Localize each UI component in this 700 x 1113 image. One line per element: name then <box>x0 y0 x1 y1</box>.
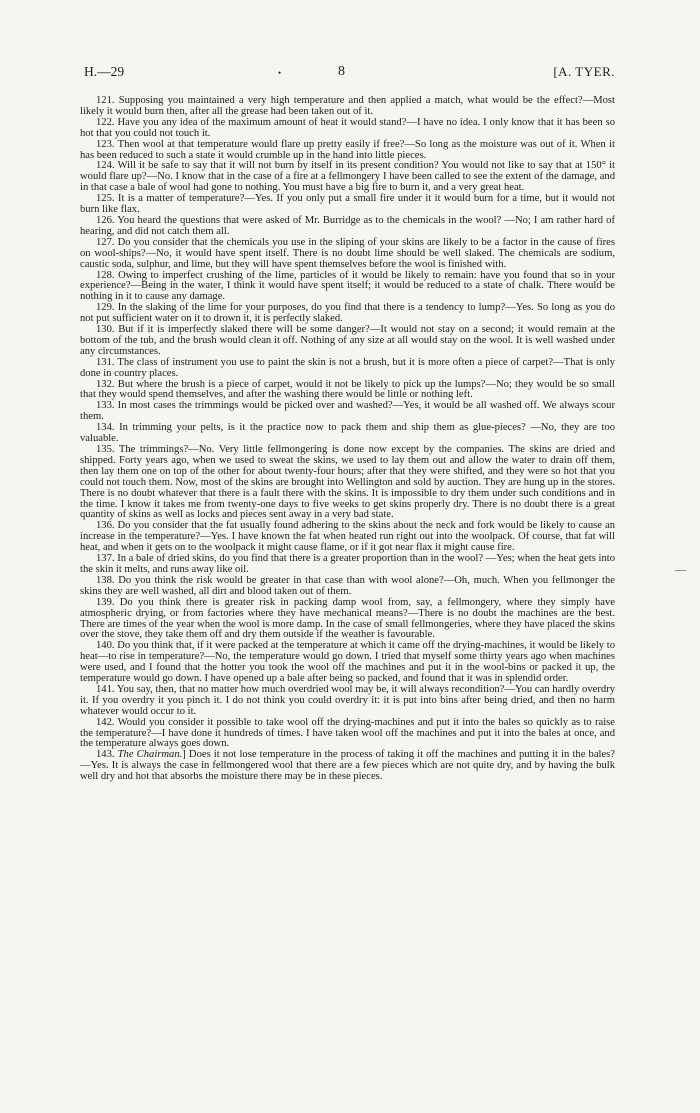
paragraph: 141. You say, then, that no matter how much overdried wool may be, it will always recondition?—You can hardly overdry it. If you overdry it you pinch it. I do not think you could overdry it: it is put into bins after being dried, and then no harm whatever would occur to it. <box>80 683 615 717</box>
paragraph: 122. Have you any idea of the maximum amount of heat it would stand?—I have no idea. I only know that it has been so hot that you could not touch it. <box>80 116 615 139</box>
paper-reference: H.—29 <box>84 64 125 79</box>
paragraph: 132. But where the brush is a piece of carpet, would it not be likely to pick up the lumps?—No; they would be so small that they would spend themselves, and after the washing there would be little or nothing left. <box>80 378 615 401</box>
speaker-label: The Chairman. <box>117 749 183 761</box>
header-dot: • <box>278 68 282 78</box>
paragraph: 127. Do you consider that the chemicals you use in the sliping of your skins are likely to be a factor in the cause of fires on wool-ships?—No, it would have spent itself. There is no doubt lime should be well slaked. The chemicals are sodium, caustic soda, sulphur, and lime, but they will have spent themselves before the wool is finished with. <box>80 236 615 270</box>
paragraph: 123. Then wool at that temperature would flare up pretty easily if free?—So long as the moisture was out of it. When it has been reduced to such a state it would crumble up in the hand into little pieces. <box>80 138 615 161</box>
paragraph: 133. In most cases the trimmings would be picked over and washed?—Yes, it would be all washed off. We always scour them. <box>80 400 615 423</box>
paragraph: 128. Owing to imperfect crushing of the lime, particles of it would be likely to remain: have you found that so in your experience?—Being in the water, I think it would have spent itself; it would be reduced to a state of chalk. There would be nothing in it to cause any damage. <box>80 269 615 303</box>
document-page <box>80 64 615 783</box>
paragraph: 136. Do you consider that the fat usually found adhering to the skins about the neck and fork would be likely to cause an increase in the temperature?—Yes. I have known the fat when heated run right out into the woolpack. Of course, that fat will heat, and when it gets on to the woolpack it might cause flame, or if it got near flax it might cause fire. <box>80 520 615 554</box>
paragraph: 140. Do you think that, if it were packed at the temperature at which it came off the drying-machines, it would be likely to heat—to rise in temperature?—No, the temperature would go down. I tried that myself some thirty years ago when machines were used, and I found that the hotter you took the wool off the machines and put it in the wool-bins or packed it up, the temperature would go down. I have opened up a bale after being so packed, and found that it was in splendid order. <box>80 640 615 685</box>
paragraph: 130. But if it is imperfectly slaked there will be some danger?—It would not stay on a second; it would remain at the bottom of the tub, and the brush would clean it off. Nothing of any size at all would stay on the wool. It is well washed under any circumstances. <box>80 324 615 357</box>
paragraph: 139. Do you think there is greater risk in packing damp wool from, say, a fellmongery, where they simply have atmospheric drying, or from factories where they have mechanical means?—There is no doubt the machines are the best. There are times of the year when the wool is more damp. In the case of small fellmongeries, where they have placed the skins over the stove, they take them off and dry them outside if the weather is favourable. <box>80 596 615 641</box>
paragraph: 131. The class of instrument you use to paint the skin is not a brush, but it is more often a piece of carpet?—That is only done in country places. <box>80 356 615 379</box>
testimony-body <box>80 96 615 783</box>
paragraph: 138. Do you think the risk would be greater in that case than with wool alone?—Oh, much. When you fellmonger the skins they are well washed, all dirt and blood taken out of them. <box>80 574 615 597</box>
paragraph: 142. Would you consider it possible to take wool off the drying-machines and put it into the bales so quickly as to raise the temperature?—I have done it hundreds of times. I have taken wool off the machines and put it into the bales at once, and the temperature always goes down. <box>80 716 615 750</box>
paragraph: 137. In a bale of dried skins, do you find that there is a greater proportion than in the wool? —Yes; when the heat gets into the skin it melts, and runs away like oil. <box>80 553 615 575</box>
paragraph: 129. In the slaking of the lime for your purposes, do you find that there is a tendency to lump?—Yes. So long as you do not put sufficient water on it to drown it, it is perfectly slaked. <box>80 302 615 325</box>
paragraph-text: ] Does it not lose temperature in the process of taking it off the machines and putting it in the bales?—Yes. It is always the case in fellmongered wool that there are a few pieces which are not quite dry, and by having the bulk well dry and hot that absorbs the moisture there may be in these pieces. <box>80 749 615 783</box>
paragraph: 124. Will it be safe to say that it will not burn by itself in its present condition? You would not like to say that at 150° it would flare up?—No. I know that in the case of a fire at a fellmongery I have been called to see the extent of the damage, and in that case a bale of wool had gone to nothing. You must have a big fire to burn it, and a very great heat. <box>80 160 615 194</box>
paragraph: 135. The trimmings?—No. Very little fellmongering is done now except by the companies. The skins are dried and shipped. Forty years ago, when we used to sweat the skins, we used to lay them out and allow the water to drain off them, then lay them one on top of the other for about twenty-four hours; after that they were shifted, and they were so hot that you could not touch them. Now, most of the skins are brought into Wellington and sold by auction. They are hung up in the stores. There is no doubt whatever that there is a fault there with the skins. It is impossible to dry them under such conditions and in the time. I know it takes me from twenty-one days to five weeks to get skins properly dry. There is no doubt there is a great quantity of skins as well as locks and pieces sent away in a very bad state. <box>80 444 615 521</box>
paragraph: 121. Supposing you maintained a very high temperature and then applied a match, what would be the effect?—Most likely it would burn then, after all the grease had been taken out of it. <box>80 95 615 117</box>
page-header <box>80 64 615 86</box>
paragraph: 125. It is a matter of temperature?—Yes. If you only put a small fire under it it would burn for a time, but it would not burn like flax. <box>80 193 615 216</box>
paragraph: 134. In trimming your pelts, is it the practice now to pack them and ship them as glue-pieces? —No, they are too valuable. <box>80 422 615 445</box>
paragraph-chairman <box>80 750 615 783</box>
page-number: 8 <box>338 64 345 79</box>
paragraph: 126. You heard the questions that were asked of Mr. Burridge as to the chemicals in the wool? —No; I am rather hard of hearing, and did not catch them all. <box>80 214 615 237</box>
margin-mark: — <box>675 564 686 576</box>
witness-name: [A. TYER. <box>553 64 615 79</box>
question-number: 143. <box>96 749 118 761</box>
